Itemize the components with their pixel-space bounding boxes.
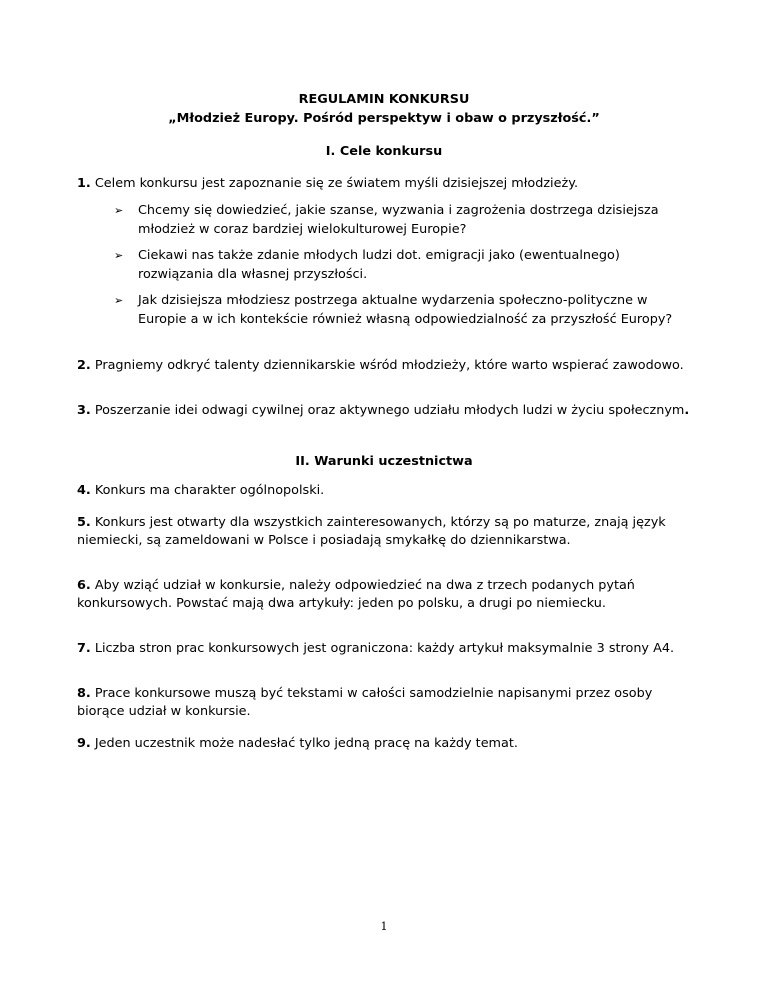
item-6-text: Aby wziąć udział w konkursie, należy odpowiedzieć na dwa z trzech podanych pytań konkursowych. Powstać mają dwa artykuły: jeden po polsku, a drugi po niemiecku. — [77, 578, 635, 611]
item-1-text: Celem konkursu jest zapoznanie się ze światem myśli dzisiejszej młodzieży. — [90, 176, 579, 191]
item-1-number: 1. — [77, 176, 91, 191]
item-9-text: Jeden uczestnik może nadesłać tylko jedną pracę na każdy temat. — [90, 736, 518, 751]
item-4-text: Konkurs ma charakter ogólnopolski. — [90, 483, 325, 498]
item-6-number: 6. — [77, 578, 91, 593]
section-2-heading: II. Warunki uczestnictwa — [295, 454, 473, 469]
bullet-item-3-text: Jak dzisiejsza młodziesz postrzega aktualne wydarzenia społeczno-polityczne w Europie a w ich kontekście również własną odpowiedzialność za przyszłość Europy? — [138, 293, 673, 327]
item-6 — [77, 577, 692, 613]
item-1 — [77, 175, 692, 193]
arrow-bullet-icon: ➢ — [114, 204, 124, 217]
bullet-item-2-text: Ciekawi nas także zdanie młodych ludzi dot. emigracji jako (ewentualnego) rozwiązania dla własnej przyszłości. — [138, 248, 620, 282]
item-7 — [77, 640, 692, 658]
document-subtitle: „Młodzież Europy. Pośród perspektyw i obaw o przyszłość.” — [168, 111, 600, 126]
item-3-text: Poszerzanie idei odwagi cywilnej oraz aktywnego udziału młodych ludzi w życiu społecznym — [90, 403, 685, 418]
bullet-item-1-text: Chcemy się dowiedzieć, jakie szanse, wyzwania i zagrożenia dostrzega dzisiejsza młodzież w coraz bardziej wielokulturowej Europie? — [138, 203, 659, 237]
item-9 — [77, 735, 692, 753]
item-5-text: Konkurs jest otwarty dla wszystkich zainteresowanych, którzy są po maturze, znają język niemiecki, są zameldowani w Polsce i posiadają smykałkę do dziennikarstwa. — [77, 515, 666, 548]
item-9-number: 9. — [77, 736, 91, 751]
document-title: REGULAMIN KONKURSU — [298, 92, 470, 107]
item-7-text: Liczba stron prac konkursowych jest ograniczona: każdy artykuł maksymalnie 3 strony A4. — [90, 641, 675, 656]
item-3 — [77, 402, 692, 420]
item-2-number: 2. — [77, 358, 91, 373]
item-8 — [77, 685, 692, 721]
item-3-end: . — [684, 403, 690, 418]
item-2-text: Pragniemy odkryć talenty dziennikarskie wśród młodzieży, które warto wspierać zawodowo. — [90, 358, 684, 373]
bullet-item-2 — [114, 246, 694, 284]
item-2 — [77, 357, 692, 375]
bullet-item-1 — [114, 201, 694, 239]
item-4-number: 4. — [77, 483, 91, 498]
item-8-text: Prace konkursowe muszą być tekstami w całości samodzielnie napisanymi przez osoby biorące udział w konkursie. — [77, 686, 653, 719]
item-5 — [77, 514, 692, 550]
page-number: 1 — [380, 920, 388, 933]
item-5-number: 5. — [77, 515, 91, 530]
item-3-number: 3. — [77, 403, 91, 418]
section-1-heading: I. Cele konkursu — [325, 144, 443, 159]
arrow-bullet-icon: ➢ — [114, 249, 124, 262]
item-7-number: 7. — [77, 641, 91, 656]
arrow-bullet-icon: ➢ — [114, 294, 124, 307]
item-8-number: 8. — [77, 686, 91, 701]
bullet-item-3 — [114, 291, 694, 329]
item-4 — [77, 482, 692, 500]
